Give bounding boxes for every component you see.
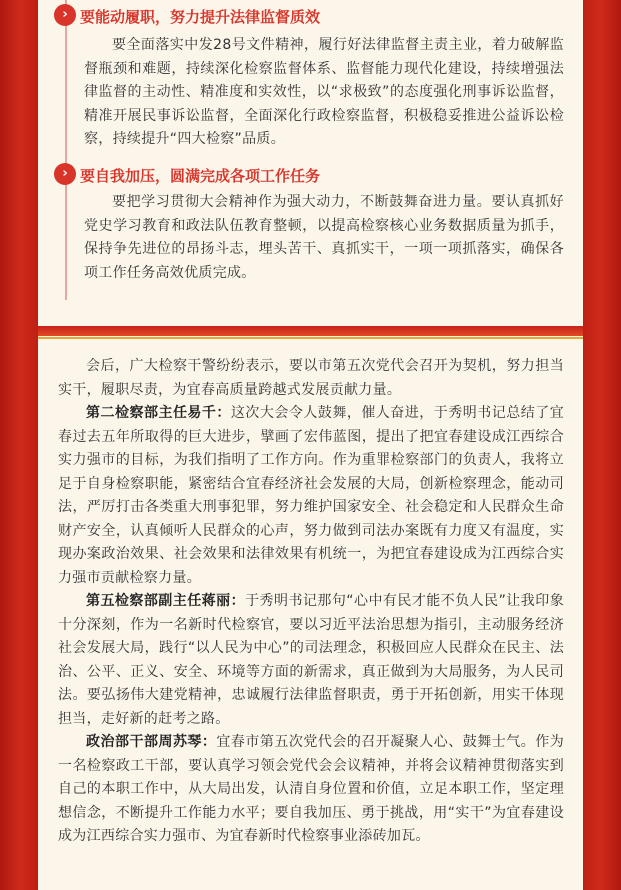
quote-text: 这次大会令人鼓舞，催人奋进，于秀明书记总结了宜春过去五年所取得的巨大进步，擘画了宏伟蓝图，提出了把宜春建设成江西综合实力强市的目标，为我们指明了工作方向。作为重罪检察部门的负责人，我将立足于自身检察职能，紧密结合宜春经济社会发展的大局，创新检察理念，能动司法，严厉打击各类重大刑事犯罪，努力维护国家安全、社会稳定和人民群众生命财产安全，认真倾听人民群众的心声，努力做到司法办案既有力度又有温度，实现办案政治效果、社会效果和法律效果有机统一，为把宜春建设成为江西综合实力强市贡献检察力量。 [58,405,564,586]
quote-text: 于秀明书记那句“心中有民才能不负人民”让我印象十分深刻，作为一名新时代检察官，要以习近平法治思想为指引，主动服务经济社会发展大局，践行“以人民为中心”的司法理念，积极回应人民群众在民主、法治、公平、正义、安全、环境等方面的新需求，真正做到为大局服务，为人民司法。要弘扬伟大建党精神，忠诚履行法律监督职责，勇于开拓创新，用实干体现担当，走好新的赶考之路。 [58,593,564,727]
right-red-border [583,0,621,890]
quote-paragraph [58,402,564,590]
divider-red-band [38,326,583,336]
quote-text: 宜春市第五次党代会的召开凝聚人心、鼓舞士气。作为一名检察政工干部，要认真学习领会党代会会议精神，并将会议精神贯彻落实到自己的本职工作中，从大局出发，认清自身位置和价值，立足本职工作，坚定理想信念，不断提升工作能力水平；要自我加压、勇于挑战，用“实干”为宜春建设成为江西综合实力强市、为宜春新时代检察事业添砖加瓦。 [58,734,564,844]
section-body-1: 要全面落实中发28号文件精神，履行好法律监督主责主业，着力破解监督瓶颈和难题，持续深化检察监督体系、监督能力现代化建设，持续增强法律监督的主动性、精准度和实效性，以“求极致”的态度强化刑事诉讼监督，精准开展民事诉讼监督，全面深化行政检察监督，积极稳妥推进公益诉讼检察，持续提升“四大检察”品质。 [84,37,564,147]
section-heading-text: 要自我加压，圆满完成各项工作任务 [80,167,321,185]
speaker-name: 第五检察部副主任蒋丽： [86,593,246,609]
article-body [58,355,564,849]
section-divider [38,322,583,342]
section-heading-text: 要能动履职，努力提升法律监督质效 [80,8,321,26]
divider-gold-line [38,337,583,339]
section-body-2: 要把学习贯彻大会精神作为强大动力，不断鼓舞奋进力量。要认真抓好党史学习教育和政法队伍教育整顿，以提高检察核心业务数据质量为抓手，保持争先进位的昂扬斗志，埋头苦干、真抓实干，一项一项抓落实，确保各项工作任务高效优质完成。 [84,194,564,281]
chevron-right-icon: › [54,163,76,185]
quote-paragraph [58,731,564,849]
points-card [38,0,583,322]
chevron-right-icon: › [54,4,76,26]
timeline-line [65,0,67,300]
intro-paragraph: 会后，广大检察干警纷纷表示，要以市第五次党代会召开为契机，努力担当实干，履职尽责，为宜春高质量跨越式发展贡献力量。 [58,358,564,398]
quote-paragraph [58,590,564,731]
speaker-name: 政治部干部周苏琴： [86,734,217,750]
left-red-border [0,0,38,890]
speaker-name: 第二检察部主任易千： [86,405,231,421]
